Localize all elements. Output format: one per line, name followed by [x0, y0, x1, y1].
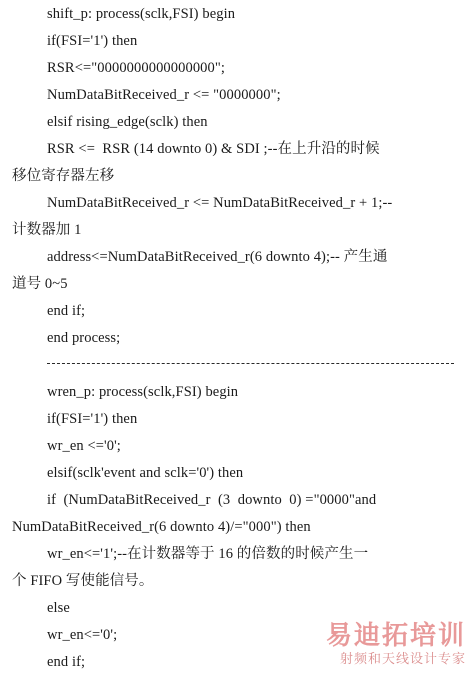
- code-line: shift_p: process(sclk,FSI) begin: [47, 6, 236, 22]
- code-line: address<=NumDataBitReceived_r(6 downto 4);-- 产生通: [47, 249, 388, 265]
- code-line: wr_en<='0';: [47, 627, 118, 643]
- watermark-subtitle: 射频和天线设计专家: [339, 652, 466, 667]
- code-line: if (NumDataBitReceived_r (3 downto 0) ="0000"and: [47, 492, 377, 508]
- section-divider: [47, 363, 454, 364]
- code-line: wr_en<='1';--在计数器等于 16 的倍数的时候产生一: [47, 546, 369, 562]
- code-line: if(FSI='1') then: [47, 33, 138, 49]
- code-line: NumDataBitReceived_r(6 downto 4)/="000") then: [12, 519, 311, 535]
- code-line: else: [47, 600, 70, 616]
- code-line: 个 FIFO 写使能信号。: [12, 573, 154, 589]
- code-line: 道号 0~5: [12, 276, 68, 292]
- code-line: 移位寄存器左移: [12, 168, 115, 184]
- code-line: wr_en <='0';: [47, 438, 121, 454]
- code-line: NumDataBitReceived_r <= "0000000";: [47, 87, 281, 103]
- code-line: RSR <= RSR (14 downto 0) & SDI ;--在上升沿的时候: [47, 141, 380, 157]
- code-line: elsif(sclk'event and sclk='0') then: [47, 465, 244, 481]
- code-line: 计数器加 1: [12, 222, 82, 238]
- watermark-logo: [296, 621, 466, 673]
- code-line: wren_p: process(sclk,FSI) begin: [47, 384, 239, 400]
- code-line: RSR<="0000000000000000";: [47, 60, 226, 76]
- code-line: end process;: [47, 330, 121, 346]
- code-line: end if;: [47, 654, 86, 670]
- code-line: if(FSI='1') then: [47, 411, 138, 427]
- code-line: NumDataBitReceived_r <= NumDataBitReceived_r + 1;--: [47, 195, 393, 211]
- code-line: end if;: [47, 303, 86, 319]
- code-line: elsif rising_edge(sclk) then: [47, 114, 208, 130]
- watermark-title: 易迪拓培训: [325, 621, 466, 651]
